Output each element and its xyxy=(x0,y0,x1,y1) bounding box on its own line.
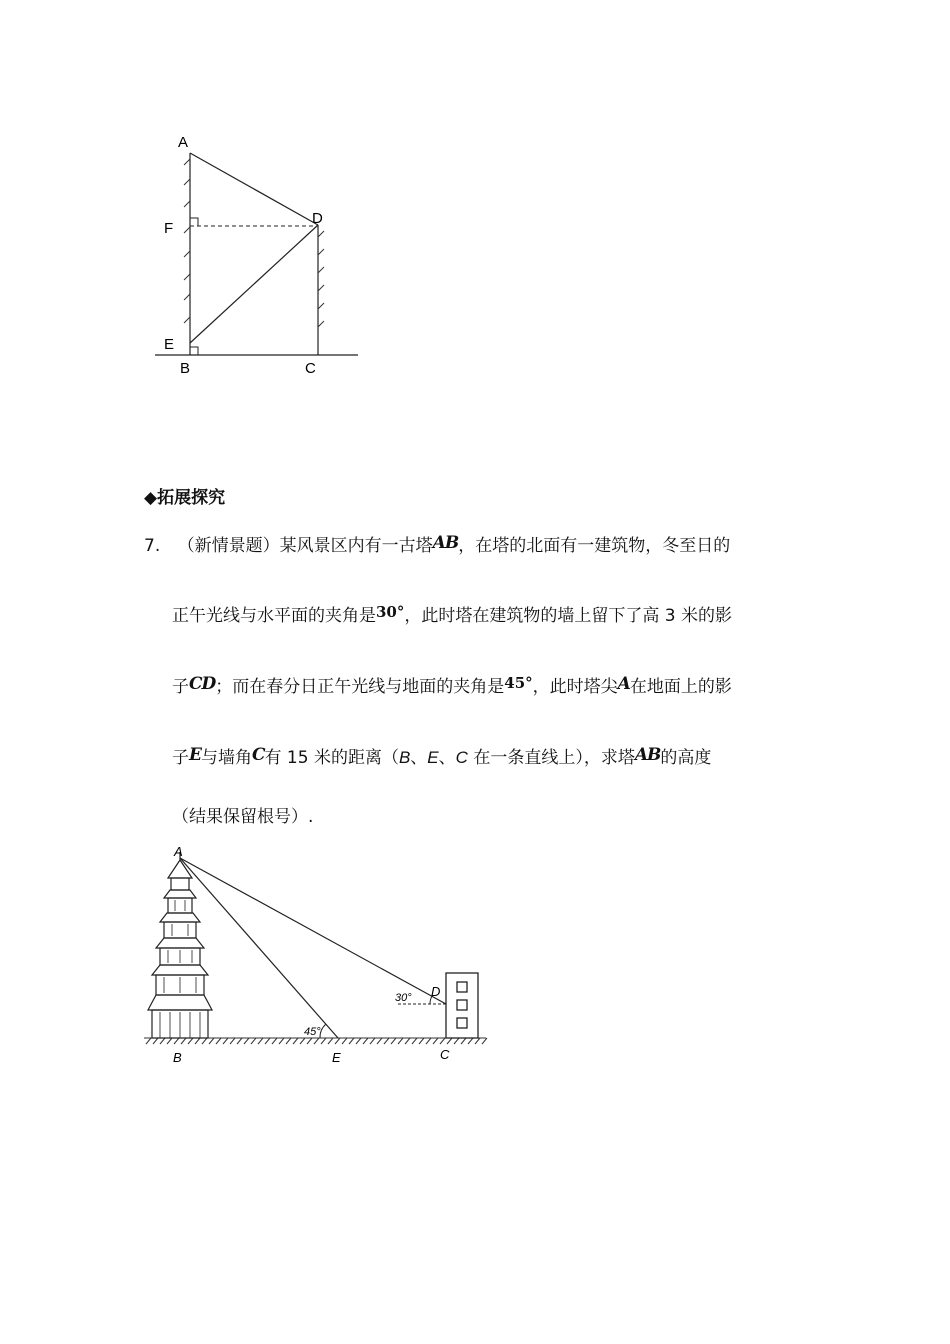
segment-ad xyxy=(190,153,318,225)
symbol-ab: AB xyxy=(432,533,459,553)
fig2-label-e: E xyxy=(332,1050,341,1065)
problem-tag: （新情景题） xyxy=(177,536,280,556)
ground-hatch-stroke xyxy=(209,1038,214,1044)
problem-number: 7. xyxy=(144,536,161,556)
ground-hatch-stroke xyxy=(188,1038,193,1044)
segment-ed xyxy=(190,225,318,343)
ground-hatch-stroke xyxy=(370,1038,375,1044)
ground-hatch-stroke xyxy=(307,1038,312,1044)
label-b: B xyxy=(180,360,191,377)
label-f: F xyxy=(164,220,174,237)
ground-hatch-stroke xyxy=(174,1038,179,1044)
angle-30: 30° xyxy=(376,603,405,621)
ground-hatch-stroke xyxy=(377,1038,382,1044)
problem-line-2: 正午光线与水平面的夹角是30°，此时塔在建筑物的墙上留下了高 3 米的影 xyxy=(172,603,732,626)
fig2-angle-30: 30° xyxy=(395,992,412,1004)
symbol-ab-2: AB xyxy=(634,745,661,765)
ground-hatch-stroke xyxy=(279,1038,284,1044)
ground-hatch-stroke xyxy=(398,1038,403,1044)
problem-line-4: 子E与墙角C有 15 米的距离（B、E、C 在一条直线上），求塔AB的高度 xyxy=(172,745,712,768)
geometry-figure-1 xyxy=(150,125,370,380)
ground-hatch-stroke xyxy=(349,1038,354,1044)
ground-hatch-stroke xyxy=(405,1038,410,1044)
ground-hatch xyxy=(144,1038,487,1044)
label-e: E xyxy=(164,336,175,353)
ground-hatch-stroke xyxy=(384,1038,389,1044)
ground-hatch-stroke xyxy=(468,1038,473,1044)
symbol-e: E xyxy=(189,745,201,765)
label-c: C xyxy=(305,360,316,377)
ground-hatch-stroke xyxy=(153,1038,158,1044)
ray-to-d xyxy=(180,858,446,1004)
ground-hatch-stroke xyxy=(230,1038,235,1044)
angle-45: 45° xyxy=(504,674,533,692)
ground-hatch-stroke xyxy=(335,1038,340,1044)
hatch-cd xyxy=(318,231,324,327)
symbol-a: A xyxy=(617,674,630,694)
fig2-label-d: D xyxy=(431,984,441,999)
ground-hatch-stroke xyxy=(412,1038,417,1044)
ground-hatch-stroke xyxy=(419,1038,424,1044)
hatch-ab xyxy=(184,159,190,323)
ground-hatch-stroke xyxy=(475,1038,480,1044)
geometry-figure-2 xyxy=(140,840,490,1070)
angle-arc-45 xyxy=(320,1024,326,1038)
ground-hatch-stroke xyxy=(244,1038,249,1044)
fig2-angle-45: 45° xyxy=(304,1026,321,1038)
ground-hatch-stroke xyxy=(258,1038,263,1044)
ground-hatch-stroke xyxy=(237,1038,242,1044)
ground-hatch-stroke xyxy=(286,1038,291,1044)
problem-line-3: 子CD；而在春分日正午光线与地面的夹角是45°，此时塔尖A在地面上的影 xyxy=(172,674,732,697)
ground-hatch-stroke xyxy=(314,1038,319,1044)
right-angle-b xyxy=(190,347,198,355)
ground-hatch-stroke xyxy=(356,1038,361,1044)
ground-hatch-stroke xyxy=(447,1038,452,1044)
ground-hatch-stroke xyxy=(181,1038,186,1044)
problem-line-1: 7. （新情景题）某风景区内有一古塔AB，在塔的北面有一建筑物，冬至日的 xyxy=(144,533,731,556)
ground-hatch-stroke xyxy=(146,1038,151,1044)
right-angle-f xyxy=(190,218,198,226)
building xyxy=(446,973,478,1038)
ground-hatch-stroke xyxy=(482,1038,487,1044)
section-heading: ◆拓展探究 xyxy=(144,488,226,508)
ground-hatch-stroke xyxy=(461,1038,466,1044)
ground-hatch-stroke xyxy=(433,1038,438,1044)
ground-hatch-stroke xyxy=(391,1038,396,1044)
ground-hatch-stroke xyxy=(328,1038,333,1044)
ground-hatch-stroke xyxy=(342,1038,347,1044)
fig2-label-c: C xyxy=(440,1047,450,1062)
pagoda xyxy=(148,852,212,1038)
ground-hatch-stroke xyxy=(265,1038,270,1044)
ground-hatch-stroke xyxy=(160,1038,165,1044)
ground-hatch-stroke xyxy=(426,1038,431,1044)
ground-hatch-stroke xyxy=(300,1038,305,1044)
ground-hatch-stroke xyxy=(293,1038,298,1044)
problem-line-5: （结果保留根号）. xyxy=(172,807,314,827)
symbol-c: C xyxy=(251,745,265,765)
ground-hatch-stroke xyxy=(454,1038,459,1044)
ground-hatch-stroke xyxy=(363,1038,368,1044)
ground-hatch-stroke xyxy=(167,1038,172,1044)
symbol-cd: CD xyxy=(189,674,216,694)
ground-hatch-stroke xyxy=(223,1038,228,1044)
ground-hatch-stroke xyxy=(202,1038,207,1044)
ground-hatch-stroke xyxy=(440,1038,445,1044)
label-a: A xyxy=(178,134,189,151)
fig2-label-b: B xyxy=(173,1050,182,1065)
ground-hatch-stroke xyxy=(195,1038,200,1044)
label-d: D xyxy=(312,210,323,227)
fig2-label-a: A xyxy=(174,844,183,859)
ground-hatch-stroke xyxy=(321,1038,326,1044)
ground-hatch-stroke xyxy=(216,1038,221,1044)
ground-hatch-stroke xyxy=(272,1038,277,1044)
ground-hatch-stroke xyxy=(251,1038,256,1044)
